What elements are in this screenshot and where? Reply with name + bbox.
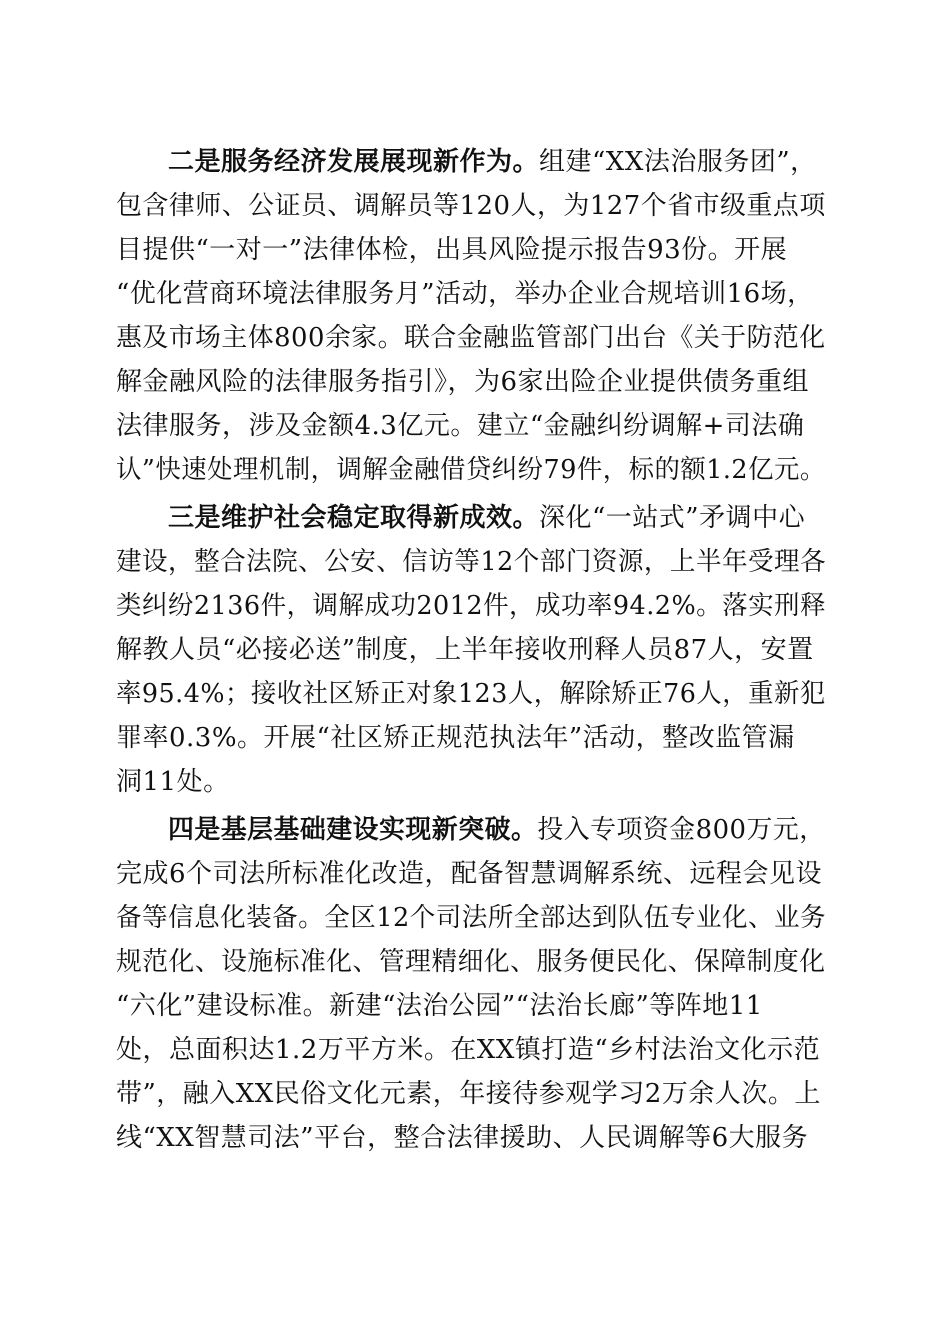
paragraph-1-line-7: 法律服务，涉及金额4.3亿元。建立“金融纠纷调解+司法确 bbox=[116, 411, 805, 441]
paragraph-1-line-3: 目提供“一对一”法律体检，出具风险提示报告93份。开展 bbox=[116, 235, 788, 265]
paragraph-3-line-5: “六化”建设标准。新建“法治公园”“法治长廊”等阵地11 bbox=[116, 991, 763, 1021]
paragraph-3-line-3: 备等信息化装备。全区12个司法所全部达到队伍专业化、业务 bbox=[116, 903, 827, 933]
paragraph-3-line-4: 规范化、设施标准化、管理精细化、服务便民化、保障制度化 bbox=[116, 947, 826, 977]
paragraph-3-lead: 四是基层基础建设实现新突破。 bbox=[168, 815, 538, 845]
paragraph-1-line-4: “优化营商环境法律服务月”活动，举办企业合规培训16场， bbox=[116, 279, 814, 309]
paragraph-1-line-8: 认”快速处理机制，调解金融借贷纠纷79件，标的额1.2亿元。 bbox=[116, 455, 826, 485]
paragraph-2-line-1: 三是维护社会稳定取得新成效。深化“一站式”矛调中心 bbox=[168, 503, 806, 533]
paragraph-1-lead: 二是服务经济发展展现新作为。 bbox=[168, 147, 540, 177]
paragraph-2-line-7: 洞11处。 bbox=[116, 767, 230, 797]
paragraph-1-line-1: 二是服务经济发展展现新作为。组建“XX法治服务团”， bbox=[168, 147, 817, 177]
paragraph-1-line-6: 解金融风险的法律服务指引》，为6家出险企业提供债务重组 bbox=[116, 367, 810, 397]
paragraph-2-line-3: 类纠纷2136件，调解成功2012件，成功率94.2%。落实刑释 bbox=[116, 591, 826, 621]
paragraph-3-line-2: 完成6个司法所标准化改造，配备智慧调解系统、远程会见设 bbox=[116, 859, 823, 889]
paragraph-2-lead: 三是维护社会稳定取得新成效。 bbox=[168, 503, 540, 533]
paragraph-1-line-2: 包含律师、公证员、调解员等120人，为127个省市级重点项 bbox=[116, 191, 826, 221]
paragraph-3-line-8: 线“XX智慧司法”平台，整合法律援助、人民调解等6大服务 bbox=[116, 1123, 809, 1153]
paragraph-3-line-7: 带”，融入XX民俗文化元素，年接待参观学习2万余人次。上 bbox=[116, 1079, 821, 1109]
paragraph-3-line-1: 四是基层基础建设实现新突破。投入专项资金800万元， bbox=[168, 815, 826, 845]
paragraph-1-line-5: 惠及市场主体800余家。联合金融监管部门出台《关于防范化 bbox=[116, 323, 826, 353]
paragraph-3-line-6: 处，总面积达1.2万平方米。在XX镇打造“乡村法治文化示范 bbox=[116, 1035, 821, 1065]
paragraph-2-line-4: 解教人员“必接必送”制度，上半年接收刑释人员87人，安置 bbox=[116, 635, 814, 665]
paragraph-2-line-2: 建设，整合法院、公安、信访等12个部门资源，上半年受理各 bbox=[116, 547, 827, 577]
paragraph-2-line-5: 率95.4%；接收社区矫正对象123人，解除矫正76人，重新犯 bbox=[116, 679, 826, 709]
paragraph-2-line-6: 罪率0.3%。开展“社区矫正规范执法年”活动，整改监管漏 bbox=[116, 723, 795, 753]
